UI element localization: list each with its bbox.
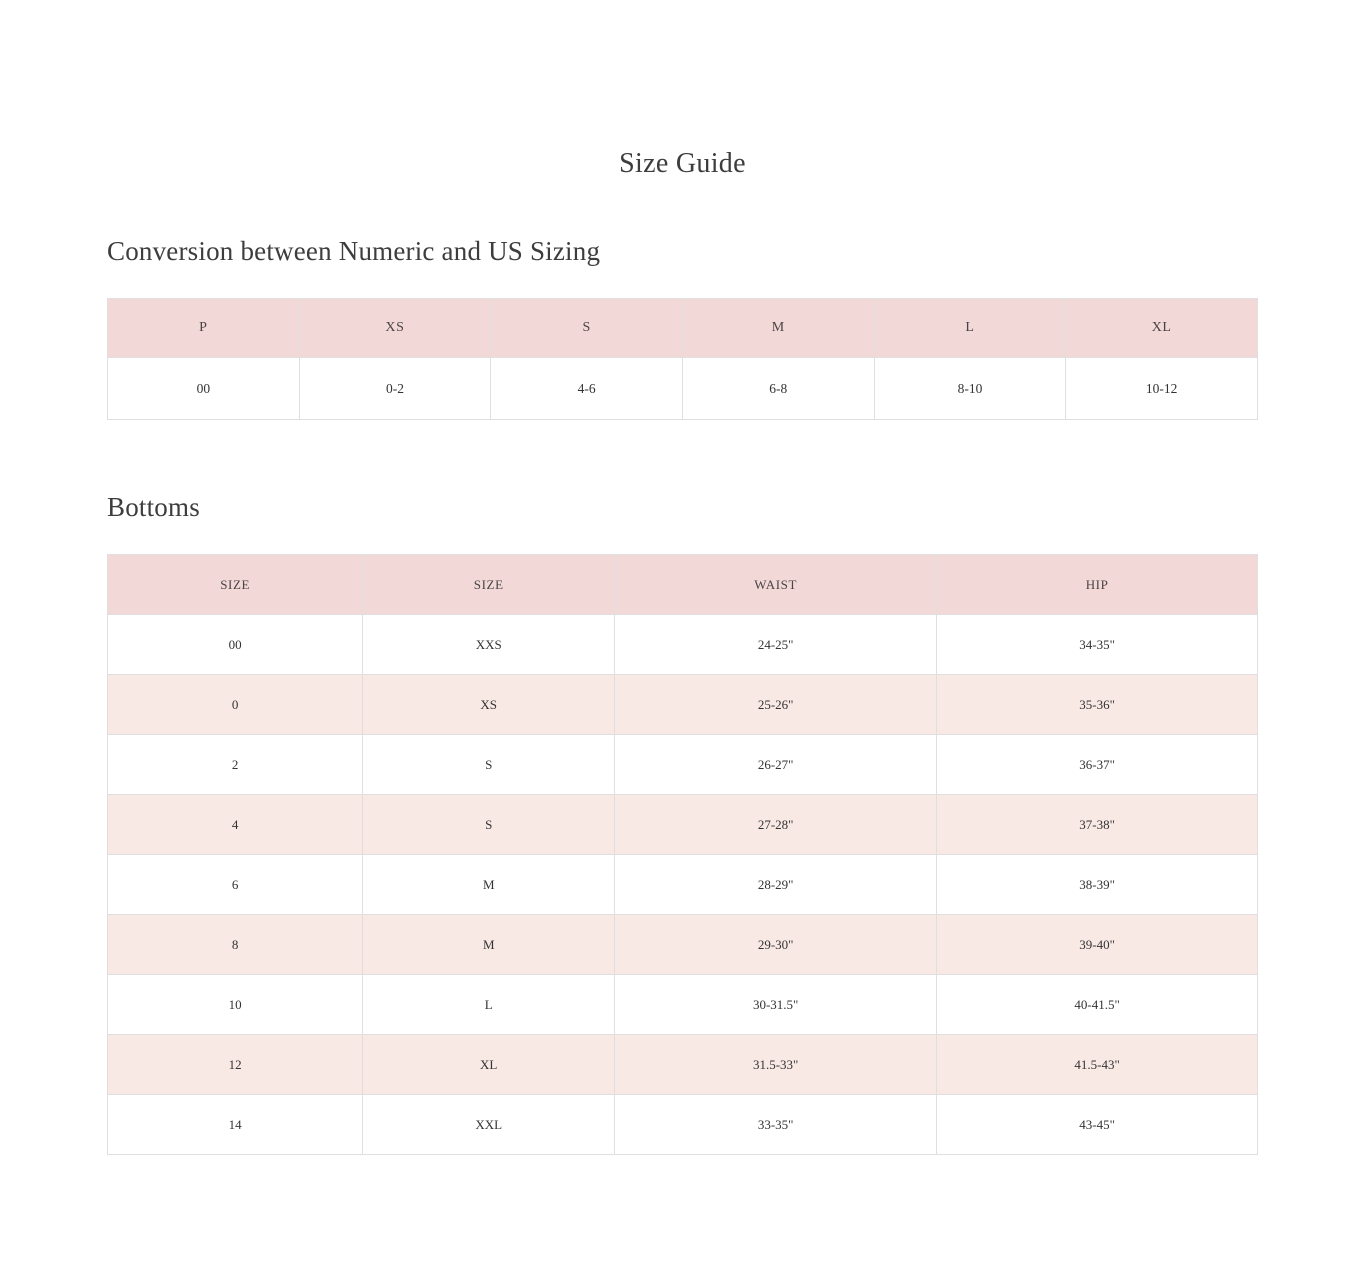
table-cell: XS	[363, 675, 615, 735]
table-cell: S	[363, 795, 615, 855]
table-cell: 35-36"	[937, 675, 1258, 735]
table-cell: 36-37"	[937, 735, 1258, 795]
conversion-table-header-row	[108, 299, 1258, 358]
table-cell: 28-29"	[615, 855, 937, 915]
bottoms-table	[107, 554, 1258, 1155]
table-cell: XL	[363, 1035, 615, 1095]
table-cell: 10-12	[1066, 358, 1258, 420]
conversion-table	[107, 298, 1258, 420]
table-cell: 00	[108, 615, 363, 675]
table-cell: 2	[108, 735, 363, 795]
table-cell: 37-38"	[937, 795, 1258, 855]
table-cell: 0	[108, 675, 363, 735]
size-guide-page	[107, 0, 1258, 1155]
table-cell: 39-40"	[937, 915, 1258, 975]
table-cell: 38-39"	[937, 855, 1258, 915]
table-row	[108, 615, 1258, 675]
table-cell: S	[363, 735, 615, 795]
table-cell: 8	[108, 915, 363, 975]
table-row	[108, 1035, 1258, 1095]
table-cell: 00	[108, 358, 300, 420]
table-cell: 41.5-43"	[937, 1035, 1258, 1095]
table-cell: 34-35"	[937, 615, 1258, 675]
table-cell: 8-10	[874, 358, 1066, 420]
table-cell: 10	[108, 975, 363, 1035]
bottoms-table-header-row	[108, 555, 1258, 615]
conversion-section-heading: Conversion between Numeric and US Sizing	[107, 236, 601, 266]
table-cell: M	[363, 855, 615, 915]
header-cell-m: M	[682, 299, 874, 358]
table-row	[108, 975, 1258, 1035]
table-cell: 26-27"	[615, 735, 937, 795]
header-cell-xs: XS	[299, 299, 491, 358]
table-row	[108, 915, 1258, 975]
header-cell-waist: WAIST	[615, 555, 937, 615]
table-cell: 40-41.5"	[937, 975, 1258, 1035]
bottoms-section	[107, 492, 1258, 1155]
table-cell: 24-25"	[615, 615, 937, 675]
table-row	[108, 675, 1258, 735]
table-cell: 43-45"	[937, 1095, 1258, 1155]
table-cell: 31.5-33"	[615, 1035, 937, 1095]
table-cell: 33-35"	[615, 1095, 937, 1155]
header-cell-s: S	[491, 299, 683, 358]
header-cell-size-numeric: SIZE	[108, 555, 363, 615]
table-row	[108, 735, 1258, 795]
header-cell-xl: XL	[1066, 299, 1258, 358]
table-row	[108, 855, 1258, 915]
table-cell: 30-31.5"	[615, 975, 937, 1035]
header-cell-hip: HIP	[937, 555, 1258, 615]
table-cell: L	[363, 975, 615, 1035]
table-cell: 29-30"	[615, 915, 937, 975]
table-cell: 14	[108, 1095, 363, 1155]
table-cell: 4	[108, 795, 363, 855]
table-cell: 6-8	[682, 358, 874, 420]
table-row	[108, 1095, 1258, 1155]
table-cell: 6	[108, 855, 363, 915]
table-cell: 25-26"	[615, 675, 937, 735]
conversion-section	[107, 236, 1258, 420]
header-cell-l: L	[874, 299, 1066, 358]
page-title: Size Guide	[619, 148, 746, 179]
table-cell: 4-6	[491, 358, 683, 420]
table-cell: 27-28"	[615, 795, 937, 855]
table-cell: XXL	[363, 1095, 615, 1155]
table-cell: 0-2	[299, 358, 491, 420]
table-cell: 12	[108, 1035, 363, 1095]
table-row	[108, 358, 1258, 420]
header-cell-p: P	[108, 299, 300, 358]
table-cell: XXS	[363, 615, 615, 675]
header-cell-size-letter: SIZE	[363, 555, 615, 615]
bottoms-section-heading: Bottoms	[107, 492, 200, 522]
table-cell: M	[363, 915, 615, 975]
table-row	[108, 795, 1258, 855]
